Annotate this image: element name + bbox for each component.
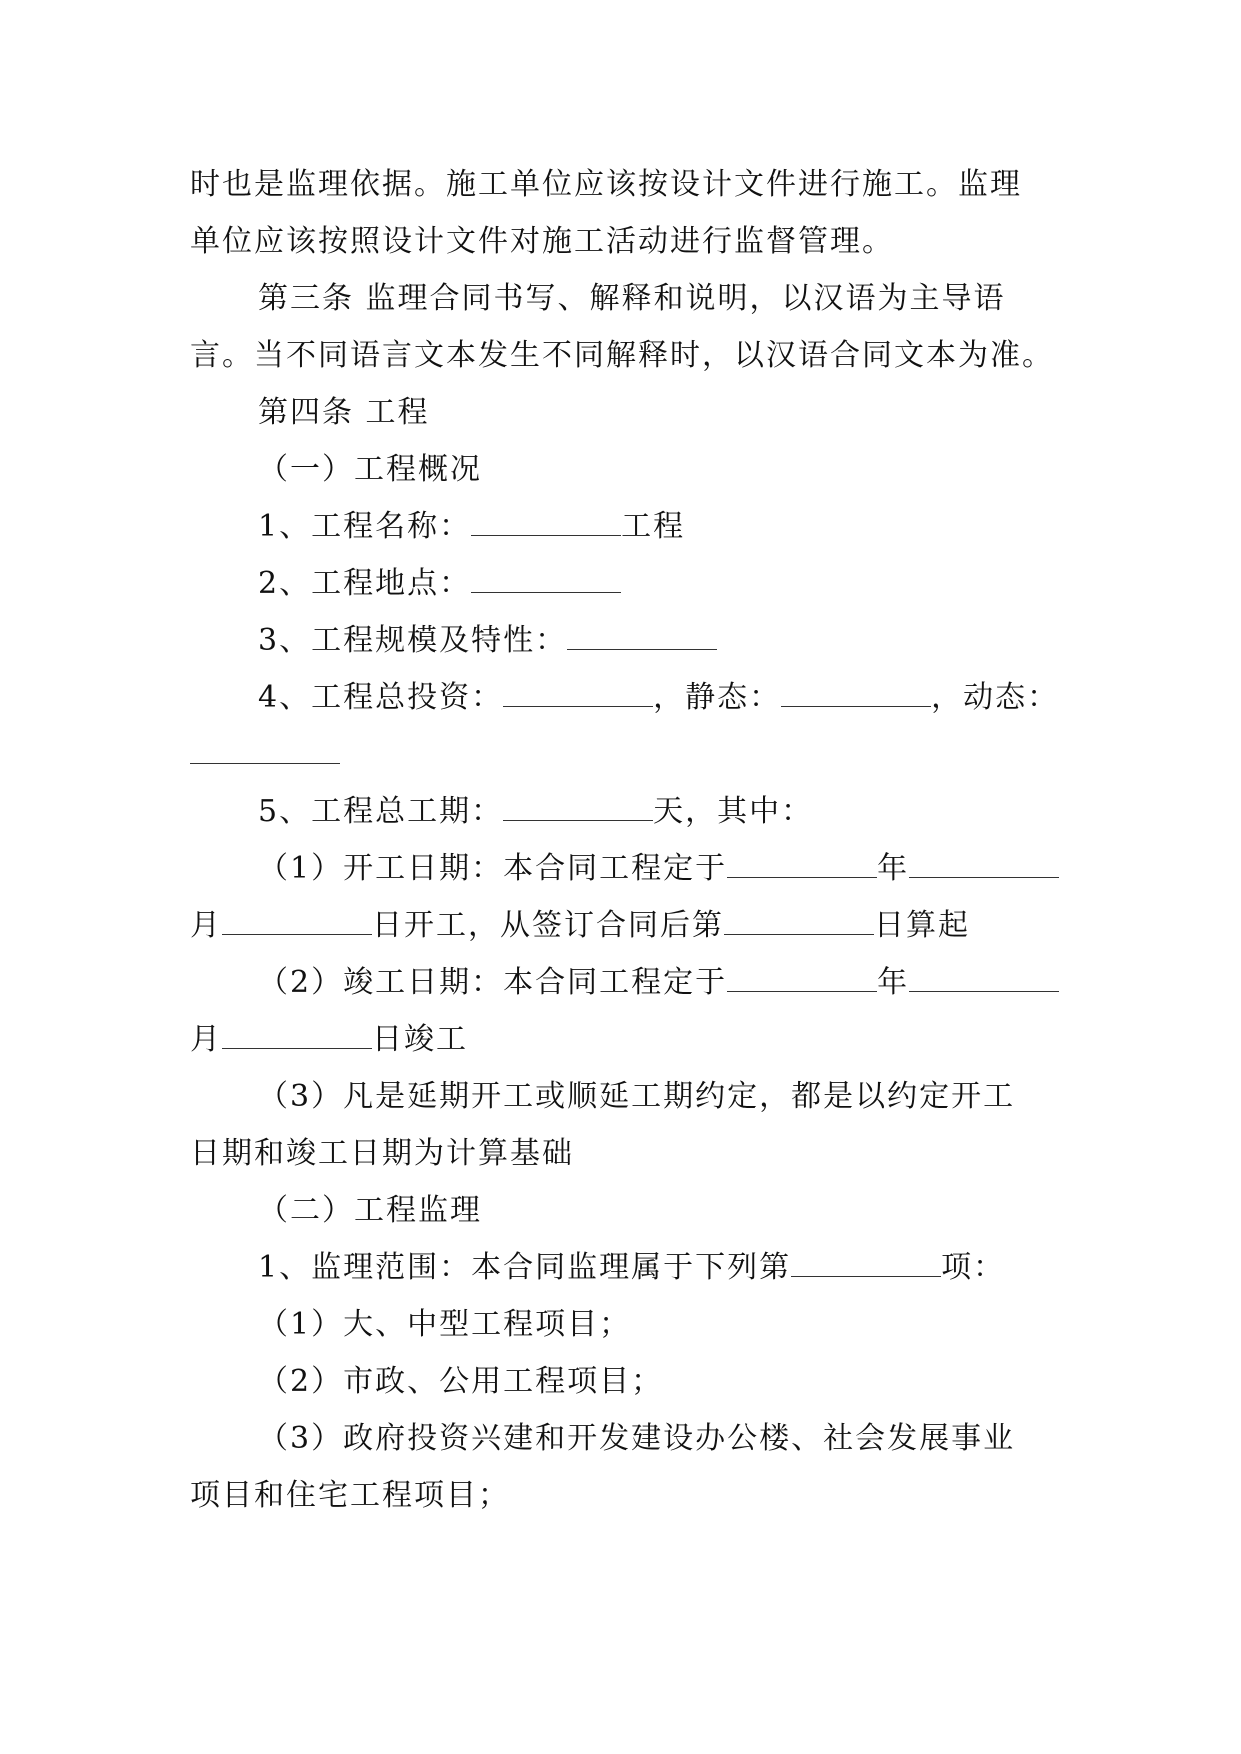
text: 日算起 <box>874 908 970 943</box>
duration-line <box>258 792 813 832</box>
fill-blank[interactable] <box>727 851 877 878</box>
paragraph-line <box>190 222 894 262</box>
text: 日竣工 <box>372 1022 468 1057</box>
text: （一）工程概况 <box>258 452 482 487</box>
article-3-line <box>258 279 1006 319</box>
text: （3）凡是延期开工或顺延工期约定，都是以约定开工 <box>258 1079 1016 1114</box>
text: ，动态： <box>931 680 1060 715</box>
text: 年 <box>877 851 910 886</box>
project-scale-line <box>258 621 717 661</box>
text: 3、工程规模及特性： <box>258 623 568 658</box>
fill-blank[interactable] <box>909 851 1059 878</box>
section-heading <box>258 450 482 490</box>
list-item-cont <box>190 1476 510 1516</box>
fill-blank[interactable] <box>909 965 1059 992</box>
list-item <box>258 1362 663 1402</box>
investment-line-cont <box>190 735 340 775</box>
section-heading <box>258 1191 482 1231</box>
project-location-line <box>258 564 621 604</box>
completion-date-line <box>258 963 1059 1003</box>
paragraph-line <box>190 336 1054 376</box>
list-item <box>258 1305 631 1345</box>
investment-line <box>258 678 1059 718</box>
text: 项目和住宅工程项目； <box>190 1478 510 1513</box>
text: ，静态： <box>653 680 782 715</box>
list-item <box>258 1419 1015 1459</box>
text: （1）开工日期：本合同工程定于 <box>258 851 728 886</box>
text: 日开工，从签订合同后第 <box>372 908 724 943</box>
extension-line <box>258 1077 1015 1117</box>
completion-date-line-cont <box>190 1020 468 1060</box>
text: 1、监理范围：本合同监理属于下列第 <box>258 1250 792 1285</box>
fill-blank[interactable] <box>503 794 653 821</box>
text: 第四条 工程 <box>258 395 430 430</box>
text: 项： <box>941 1250 1006 1285</box>
text: （二）工程监理 <box>258 1193 482 1228</box>
fill-blank[interactable] <box>727 965 877 992</box>
article-4-heading <box>258 393 430 433</box>
fill-blank[interactable] <box>222 908 372 935</box>
fill-blank[interactable] <box>781 680 931 707</box>
project-name-line <box>258 507 685 547</box>
fill-blank[interactable] <box>567 623 717 650</box>
text: （2）市政、公用工程项目； <box>258 1364 664 1399</box>
start-date-line-cont <box>190 906 970 946</box>
text: 月 <box>190 1022 222 1057</box>
paragraph-line <box>190 165 1022 205</box>
text: 时也是监理依据。施工单位应该按设计文件进行施工。监理 <box>190 167 1022 202</box>
fill-blank[interactable] <box>503 680 653 707</box>
text: 2、工程地点： <box>258 566 472 601</box>
text: 月 <box>190 908 222 943</box>
fill-blank[interactable] <box>471 509 621 536</box>
start-date-line <box>258 849 1059 889</box>
text: 言。当不同语言文本发生不同解释时，以汉语合同文本为准。 <box>190 338 1054 373</box>
text: （1）大、中型工程项目； <box>258 1307 632 1342</box>
text: （3）政府投资兴建和开发建设办公楼、社会发展事业 <box>258 1421 1016 1456</box>
fill-blank[interactable] <box>471 566 621 593</box>
text: 第三条 监理合同书写、解释和说明，以汉语为主导语 <box>258 281 1006 316</box>
fill-blank[interactable] <box>222 1022 372 1049</box>
text: 天，其中： <box>653 794 814 829</box>
text: 日期和竣工日期为计算基础 <box>190 1136 574 1171</box>
fill-blank[interactable] <box>190 737 340 764</box>
extension-line-cont <box>190 1134 574 1174</box>
text: 4、工程总投资： <box>258 680 504 715</box>
text: 5、工程总工期： <box>258 794 504 829</box>
fill-blank[interactable] <box>791 1250 941 1277</box>
text: 单位应该按照设计文件对施工活动进行监督管理。 <box>190 224 894 259</box>
text: 年 <box>877 965 910 1000</box>
fill-blank[interactable] <box>724 908 874 935</box>
text: 工程 <box>621 509 686 544</box>
text: 1、工程名称： <box>258 509 472 544</box>
scope-line <box>258 1248 1005 1288</box>
text: （2）竣工日期：本合同工程定于 <box>258 965 728 1000</box>
